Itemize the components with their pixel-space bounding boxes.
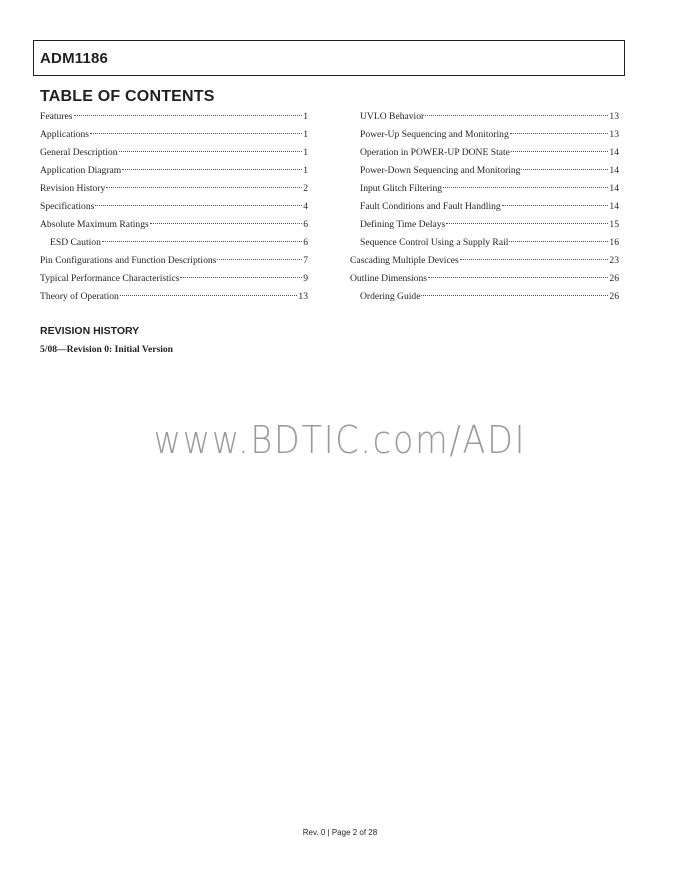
toc-entry-page: 1 (303, 165, 308, 176)
toc-entry-title: Fault Conditions and Fault Handling (360, 201, 501, 212)
page-footer: Rev. 0 | Page 2 of 28 (302, 828, 378, 837)
toc-entry-page: 26 (609, 273, 619, 284)
toc-entry-title: Revision History (40, 183, 106, 194)
toc-entry-page: 9 (303, 273, 308, 284)
toc-entry-page: 1 (303, 111, 308, 122)
toc-entry-title: ESD Caution (50, 237, 101, 248)
toc-entry[interactable] (40, 144, 308, 162)
watermark: www.BDTIC.com/ADI (153, 418, 527, 462)
toc-entry[interactable] (350, 108, 619, 126)
toc-leader-dots (180, 276, 302, 278)
toc-title: TABLE OF CONTENTS (40, 88, 215, 105)
toc-entry-title: Typical Performance Characteristics (40, 273, 180, 284)
toc-entry-title: Ordering Guide (360, 291, 421, 302)
toc-entry-page: 13 (609, 129, 619, 140)
toc-leader-dots (102, 240, 302, 242)
toc-entry-title: Power-Up Sequencing and Monitoring (360, 129, 509, 140)
toc-entry[interactable] (40, 126, 308, 144)
toc-entry[interactable] (40, 108, 308, 126)
toc-entry[interactable] (350, 144, 619, 162)
toc-entry-page: 13 (609, 111, 619, 122)
toc-entry-page: 14 (609, 147, 619, 158)
toc-entry-page: 7 (303, 255, 308, 266)
toc-entry-title: General Description (40, 147, 118, 158)
toc-leader-dots (122, 168, 302, 170)
toc-entry-title: Features (40, 111, 73, 122)
toc-entry-title: Cascading Multiple Devices (350, 255, 459, 266)
toc-leader-dots (425, 114, 608, 116)
toc-entry[interactable] (350, 126, 619, 144)
toc-entry-page: 4 (303, 201, 308, 212)
toc-entry[interactable] (350, 162, 619, 180)
toc-entry-title: Operation in POWER-UP DONE State (360, 147, 510, 158)
toc-leader-dots (120, 294, 298, 296)
toc-entry-page: 6 (303, 237, 308, 248)
toc-entry[interactable] (350, 270, 619, 288)
toc-entry-page: 1 (303, 129, 308, 140)
toc-entry[interactable] (40, 270, 308, 288)
toc-leader-dots (421, 294, 608, 296)
toc-leader-dots (443, 186, 608, 188)
toc-entry-page: 15 (609, 219, 619, 230)
toc-entry[interactable] (350, 288, 619, 306)
toc-leader-dots (509, 240, 608, 242)
toc-entry-page: 16 (609, 237, 619, 248)
toc-entry-title: Applications (40, 129, 90, 140)
toc-leader-dots (428, 276, 608, 278)
toc-entry[interactable] (40, 162, 308, 180)
toc-entry-title: Input Glitch Filtering (360, 183, 443, 194)
header-box (33, 40, 625, 76)
toc-leader-dots (511, 150, 608, 152)
toc-entry[interactable] (40, 234, 308, 252)
toc-entry[interactable] (40, 252, 308, 270)
toc-entry-title: Absolute Maximum Ratings (40, 219, 149, 230)
toc-entry-page: 13 (298, 291, 308, 302)
toc-entry-title: Defining Time Delays (360, 219, 446, 230)
toc-leader-dots (510, 132, 609, 134)
toc-entry-title: Theory of Operation (40, 291, 119, 302)
toc-entry[interactable] (40, 288, 308, 306)
toc-entry-page: 14 (609, 201, 619, 212)
toc-left-column (40, 108, 308, 306)
toc-entry-title: Pin Configurations and Function Descriptions (40, 255, 217, 266)
toc-entry-title: Outline Dimensions (350, 273, 428, 284)
toc-entry[interactable] (350, 216, 619, 234)
toc-leader-dots (119, 150, 303, 152)
revision-history-heading: REVISION HISTORY (40, 325, 140, 337)
toc-entry[interactable] (350, 252, 619, 270)
toc-leader-dots (460, 258, 609, 260)
toc-entry[interactable] (350, 234, 619, 252)
toc-entry-title: Sequence Control Using a Supply Rail (360, 237, 509, 248)
toc-entry[interactable] (40, 216, 308, 234)
toc-entry-title: UVLO Behavior (360, 111, 425, 122)
toc-entry-page: 6 (303, 219, 308, 230)
part-number: ADM1186 (40, 50, 109, 67)
toc-leader-dots (502, 204, 609, 206)
toc-leader-dots (446, 222, 608, 224)
revision-history-entry: 5/08—Revision 0: Initial Version (40, 344, 173, 355)
toc-leader-dots (95, 204, 302, 206)
toc-entry-title: Power-Down Sequencing and Monitoring (360, 165, 521, 176)
toc-entry-page: 2 (303, 183, 308, 194)
toc-leader-dots (521, 168, 608, 170)
toc-entry[interactable] (350, 198, 619, 216)
toc-entry-page: 26 (609, 291, 619, 302)
toc-entry-page: 14 (609, 183, 619, 194)
toc-entry[interactable] (40, 198, 308, 216)
toc-entry-title: Specifications (40, 201, 95, 212)
toc-leader-dots (74, 114, 303, 116)
toc-entry-page: 14 (609, 165, 619, 176)
toc-entry-title: Application Diagram (40, 165, 122, 176)
toc-leader-dots (90, 132, 302, 134)
toc-leader-dots (217, 258, 302, 260)
toc-entry-page: 1 (303, 147, 308, 158)
toc-leader-dots (106, 186, 302, 188)
toc-entry[interactable] (350, 180, 619, 198)
toc-entry-page: 23 (609, 255, 619, 266)
toc-right-column (350, 108, 619, 306)
toc-leader-dots (150, 222, 302, 224)
toc-entry[interactable] (40, 180, 308, 198)
